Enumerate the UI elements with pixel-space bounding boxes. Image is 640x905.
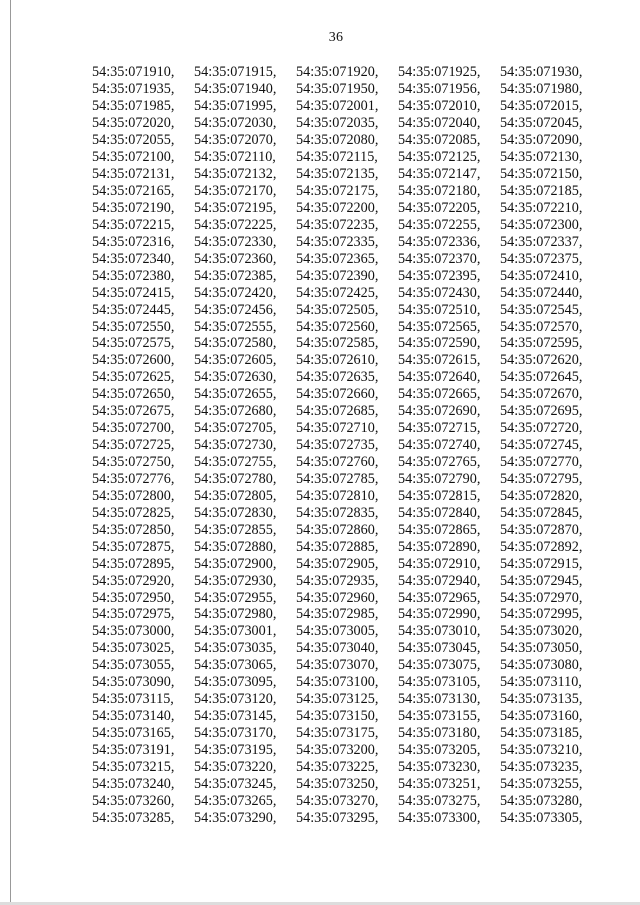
cadastral-number: 54:35:073205, bbox=[398, 741, 481, 758]
cadastral-number: 54:35:073001, bbox=[194, 623, 277, 640]
list-row bbox=[92, 420, 602, 437]
cadastral-number: 54:35:071940, bbox=[194, 81, 277, 98]
cadastral-number: 54:35:072610, bbox=[296, 352, 379, 369]
cadastral-number: 54:35:072300, bbox=[500, 216, 583, 233]
cadastral-number: 54:35:072725, bbox=[92, 437, 175, 454]
cadastral-number: 54:35:073185, bbox=[500, 725, 583, 742]
cadastral-number: 54:35:071950, bbox=[296, 81, 379, 98]
cadastral-number: 54:35:072770, bbox=[500, 454, 583, 471]
cadastral-number: 54:35:072950, bbox=[92, 589, 175, 606]
cadastral-number: 54:35:072390, bbox=[296, 267, 379, 284]
cadastral-number: 54:35:072885, bbox=[296, 538, 379, 555]
cadastral-number: 54:35:072430, bbox=[398, 284, 481, 301]
cadastral-number: 54:35:071935, bbox=[92, 81, 175, 98]
cadastral-number: 54:35:073065, bbox=[194, 657, 277, 674]
cadastral-number: 54:35:072776, bbox=[92, 470, 175, 487]
cadastral-number: 54:35:072655, bbox=[194, 386, 277, 403]
cadastral-number: 54:35:073145, bbox=[194, 708, 277, 725]
cadastral-number: 54:35:072730, bbox=[194, 437, 277, 454]
cadastral-number: 54:35:073165, bbox=[92, 725, 175, 742]
cadastral-number: 54:35:073300, bbox=[398, 809, 481, 826]
cadastral-number: 54:35:072910, bbox=[398, 555, 481, 572]
cadastral-number: 54:35:072920, bbox=[92, 572, 175, 589]
cadastral-number: 54:35:073255, bbox=[500, 775, 583, 792]
cadastral-number: 54:35:072030, bbox=[194, 115, 277, 132]
cadastral-number: 54:35:072550, bbox=[92, 318, 175, 335]
list-row bbox=[92, 742, 602, 759]
list-row bbox=[92, 454, 602, 471]
cadastral-number: 54:35:073230, bbox=[398, 758, 481, 775]
cadastral-number: 54:35:073095, bbox=[194, 674, 277, 691]
cadastral-number: 54:35:072115, bbox=[296, 149, 378, 166]
cadastral-number: 54:35:072335, bbox=[296, 233, 379, 250]
cadastral-number: 54:35:072835, bbox=[296, 504, 379, 521]
list-row bbox=[92, 555, 602, 572]
cadastral-number: 54:35:072795, bbox=[500, 470, 583, 487]
cadastral-number: 54:35:072130, bbox=[500, 149, 583, 166]
list-row bbox=[92, 674, 602, 691]
list-row bbox=[92, 521, 602, 538]
list-row bbox=[92, 386, 602, 403]
cadastral-number: 54:35:073215, bbox=[92, 758, 175, 775]
cadastral-number: 54:35:072940, bbox=[398, 572, 481, 589]
cadastral-number: 54:35:073180, bbox=[398, 725, 481, 742]
cadastral-number: 54:35:072820, bbox=[500, 487, 583, 504]
cadastral-number: 54:35:072200, bbox=[296, 199, 379, 216]
cadastral-number: 54:35:072100, bbox=[92, 149, 175, 166]
cadastral-number: 54:35:072715, bbox=[398, 420, 481, 437]
list-row bbox=[92, 640, 602, 657]
cadastral-number: 54:35:072890, bbox=[398, 538, 481, 555]
cadastral-number: 54:35:072210, bbox=[500, 199, 583, 216]
cadastral-number: 54:35:071910, bbox=[92, 64, 175, 81]
cadastral-number: 54:35:072330, bbox=[194, 233, 277, 250]
cadastral-number: 54:35:072170, bbox=[194, 183, 277, 200]
cadastral-number: 54:35:072150, bbox=[500, 166, 583, 183]
cadastral-number: 54:35:072975, bbox=[92, 606, 175, 623]
cadastral-number: 54:35:073290, bbox=[194, 809, 277, 826]
cadastral-number: 54:35:072045, bbox=[500, 115, 583, 132]
cadastral-number: 54:35:072195, bbox=[194, 199, 277, 216]
cadastral-number: 54:35:072880, bbox=[194, 538, 277, 555]
cadastral-number: 54:35:071995, bbox=[194, 98, 277, 115]
cadastral-number: 54:35:073110, bbox=[500, 674, 582, 691]
cadastral-number: 54:35:072680, bbox=[194, 403, 277, 420]
cadastral-number: 54:35:072850, bbox=[92, 521, 175, 538]
cadastral-number: 54:35:072720, bbox=[500, 420, 583, 437]
list-row bbox=[92, 504, 602, 521]
cadastral-number: 54:35:072040, bbox=[398, 115, 481, 132]
cadastral-number: 54:35:072840, bbox=[398, 504, 481, 521]
cadastral-number: 54:35:072565, bbox=[398, 318, 481, 335]
cadastral-number: 54:35:073225, bbox=[296, 758, 379, 775]
cadastral-number: 54:35:072650, bbox=[92, 386, 175, 403]
cadastral-number: 54:35:072915, bbox=[500, 555, 583, 572]
cadastral-number: 54:35:073125, bbox=[296, 691, 379, 708]
cadastral-number: 54:35:073040, bbox=[296, 640, 379, 657]
cadastral-number: 54:35:072620, bbox=[500, 352, 583, 369]
list-row bbox=[92, 487, 602, 504]
list-row bbox=[92, 149, 602, 166]
list-row bbox=[92, 809, 602, 826]
cadastral-number: 54:35:073055, bbox=[92, 657, 175, 674]
cadastral-number: 54:35:073160, bbox=[500, 708, 583, 725]
cadastral-number: 54:35:073235, bbox=[500, 758, 583, 775]
cadastral-number: 54:35:073240, bbox=[92, 775, 175, 792]
list-row bbox=[92, 572, 602, 589]
cadastral-number: 54:35:072316, bbox=[92, 233, 175, 250]
cadastral-number: 54:35:072085, bbox=[398, 132, 481, 149]
cadastral-number: 54:35:072420, bbox=[194, 284, 277, 301]
cadastral-number: 54:35:072590, bbox=[398, 335, 481, 352]
cadastral-number: 54:35:073045, bbox=[398, 640, 481, 657]
list-row bbox=[92, 369, 602, 386]
cadastral-number: 54:35:073150, bbox=[296, 708, 379, 725]
cadastral-number: 54:35:072225, bbox=[194, 216, 277, 233]
cadastral-number: 54:35:072510, bbox=[398, 301, 481, 318]
cadastral-number: 54:35:072255, bbox=[398, 216, 481, 233]
cadastral-number: 54:35:073070, bbox=[296, 657, 379, 674]
cadastral-number: 54:35:073010, bbox=[398, 623, 481, 640]
cadastral-number: 54:35:072180, bbox=[398, 183, 481, 200]
cadastral-number: 54:35:072456, bbox=[194, 301, 277, 318]
cadastral-number: 54:35:072965, bbox=[398, 589, 481, 606]
list-row bbox=[92, 708, 602, 725]
cadastral-number: 54:35:071915, bbox=[194, 64, 277, 81]
cadastral-number: 54:35:072945, bbox=[500, 572, 583, 589]
list-row bbox=[92, 200, 602, 217]
cadastral-number: 54:35:073195, bbox=[194, 741, 277, 758]
cadastral-number: 54:35:072131, bbox=[92, 166, 175, 183]
cadastral-number: 54:35:073305, bbox=[500, 809, 583, 826]
cadastral-number: 54:35:073025, bbox=[92, 640, 175, 657]
cadastral-number: 54:35:072630, bbox=[194, 369, 277, 386]
list-row bbox=[92, 403, 602, 420]
cadastral-number: 54:35:072665, bbox=[398, 386, 481, 403]
list-row bbox=[92, 691, 602, 708]
cadastral-number: 54:35:072660, bbox=[296, 386, 379, 403]
cadastral-number: 54:35:072780, bbox=[194, 470, 277, 487]
cadastral-number: 54:35:072001, bbox=[296, 98, 379, 115]
cadastral-number: 54:35:072892, bbox=[500, 538, 583, 555]
cadastral-number: 54:35:072845, bbox=[500, 504, 583, 521]
cadastral-number: 54:35:073285, bbox=[92, 809, 175, 826]
list-row bbox=[92, 81, 602, 98]
cadastral-number: 54:35:072800, bbox=[92, 487, 175, 504]
list-row bbox=[92, 606, 602, 623]
cadastral-number: 54:35:073191, bbox=[92, 741, 175, 758]
cadastral-number: 54:35:072370, bbox=[398, 250, 481, 267]
list-row bbox=[92, 318, 602, 335]
list-row bbox=[92, 132, 602, 149]
cadastral-number: 54:35:072070, bbox=[194, 132, 277, 149]
cadastral-number: 54:35:073170, bbox=[194, 725, 277, 742]
cadastral-number: 54:35:072205, bbox=[398, 199, 481, 216]
cadastral-number: 54:35:071956, bbox=[398, 81, 481, 98]
cadastral-number: 54:35:072870, bbox=[500, 521, 583, 538]
cadastral-number: 54:35:073020, bbox=[500, 623, 583, 640]
cadastral-number: 54:35:072670, bbox=[500, 386, 583, 403]
cadastral-number: 54:35:072035, bbox=[296, 115, 379, 132]
cadastral-number: 54:35:072395, bbox=[398, 267, 481, 284]
cadastral-number: 54:35:072235, bbox=[296, 216, 379, 233]
cadastral-number: 54:35:072015, bbox=[500, 98, 583, 115]
cadastral-number: 54:35:072760, bbox=[296, 454, 379, 471]
cadastral-number: 54:35:072785, bbox=[296, 470, 379, 487]
list-row bbox=[92, 98, 602, 115]
cadastral-number: 54:35:072990, bbox=[398, 606, 481, 623]
cadastral-number: 54:35:072995, bbox=[500, 606, 583, 623]
list-row bbox=[92, 183, 602, 200]
cadastral-number: 54:35:072580, bbox=[194, 335, 277, 352]
cadastral-number: 54:35:072185, bbox=[500, 183, 583, 200]
list-row bbox=[92, 216, 602, 233]
list-row bbox=[92, 589, 602, 606]
cadastral-number: 54:35:072985, bbox=[296, 606, 379, 623]
cadastral-number: 54:35:072340, bbox=[92, 250, 175, 267]
cadastral-number: 54:35:072190, bbox=[92, 199, 175, 216]
cadastral-number: 54:35:072860, bbox=[296, 521, 379, 538]
cadastral-number: 54:35:072055, bbox=[92, 132, 175, 149]
cadastral-number: 54:35:073105, bbox=[398, 674, 481, 691]
cadastral-number: 54:35:072215, bbox=[92, 216, 175, 233]
cadastral-number: 54:35:073100, bbox=[296, 674, 379, 691]
cadastral-number: 54:35:072337, bbox=[500, 233, 583, 250]
list-row bbox=[92, 233, 602, 250]
list-row bbox=[92, 301, 602, 318]
cadastral-number: 54:35:073251, bbox=[398, 775, 481, 792]
cadastral-number: 54:35:072560, bbox=[296, 318, 379, 335]
list-row bbox=[92, 437, 602, 454]
cadastral-number: 54:35:072360, bbox=[194, 250, 277, 267]
cadastral-number: 54:35:072505, bbox=[296, 301, 379, 318]
list-row bbox=[92, 792, 602, 809]
cadastral-number: 54:35:072545, bbox=[500, 301, 583, 318]
list-row bbox=[92, 725, 602, 742]
list-row bbox=[92, 538, 602, 555]
cadastral-number: 54:35:072675, bbox=[92, 403, 175, 420]
cadastral-number: 54:35:073220, bbox=[194, 758, 277, 775]
cadastral-number: 54:35:072970, bbox=[500, 589, 583, 606]
cadastral-number: 54:35:073260, bbox=[92, 792, 175, 809]
cadastral-number-list bbox=[92, 64, 602, 826]
cadastral-number: 54:35:072900, bbox=[194, 555, 277, 572]
cadastral-number: 54:35:072625, bbox=[92, 369, 175, 386]
list-row bbox=[92, 471, 602, 488]
cadastral-number: 54:35:073295, bbox=[296, 809, 379, 826]
cadastral-number: 54:35:072175, bbox=[296, 183, 379, 200]
cadastral-number: 54:35:072385, bbox=[194, 267, 277, 284]
cadastral-number: 54:35:072010, bbox=[398, 98, 481, 115]
cadastral-number: 54:35:072135, bbox=[296, 166, 379, 183]
cadastral-number: 54:35:071930, bbox=[500, 64, 583, 81]
cadastral-number: 54:35:073090, bbox=[92, 674, 175, 691]
cadastral-number: 54:35:072605, bbox=[194, 352, 277, 369]
cadastral-number: 54:35:072865, bbox=[398, 521, 481, 538]
list-row bbox=[92, 623, 602, 640]
cadastral-number: 54:35:072700, bbox=[92, 420, 175, 437]
cadastral-number: 54:35:073130, bbox=[398, 691, 481, 708]
cadastral-number: 54:35:071920, bbox=[296, 64, 379, 81]
cadastral-number: 54:35:072110, bbox=[194, 149, 276, 166]
cadastral-number: 54:35:073275, bbox=[398, 792, 481, 809]
cadastral-number: 54:35:072830, bbox=[194, 504, 277, 521]
cadastral-number: 54:35:073115, bbox=[92, 691, 174, 708]
cadastral-number: 54:35:072615, bbox=[398, 352, 481, 369]
cadastral-number: 54:35:072415, bbox=[92, 284, 175, 301]
cadastral-number: 54:35:072020, bbox=[92, 115, 175, 132]
cadastral-number: 54:35:071985, bbox=[92, 98, 175, 115]
cadastral-number: 54:35:072600, bbox=[92, 352, 175, 369]
list-row bbox=[92, 775, 602, 792]
cadastral-number: 54:35:073005, bbox=[296, 623, 379, 640]
cadastral-number: 54:35:072365, bbox=[296, 250, 379, 267]
cadastral-number: 54:35:072895, bbox=[92, 555, 175, 572]
cadastral-number: 54:35:072595, bbox=[500, 335, 583, 352]
cadastral-number: 54:35:073000, bbox=[92, 623, 175, 640]
list-row bbox=[92, 250, 602, 267]
cadastral-number: 54:35:072147, bbox=[398, 166, 481, 183]
list-row bbox=[92, 284, 602, 301]
cadastral-number: 54:35:072740, bbox=[398, 437, 481, 454]
list-row bbox=[92, 335, 602, 352]
cadastral-number: 54:35:072755, bbox=[194, 454, 277, 471]
cadastral-number: 54:35:072710, bbox=[296, 420, 379, 437]
list-row bbox=[92, 352, 602, 369]
cadastral-number: 54:35:072980, bbox=[194, 606, 277, 623]
cadastral-number: 54:35:072375, bbox=[500, 250, 583, 267]
cadastral-number: 54:35:072735, bbox=[296, 437, 379, 454]
page-number: 36 bbox=[328, 30, 344, 45]
cadastral-number: 54:35:072575, bbox=[92, 335, 175, 352]
cadastral-number: 54:35:072825, bbox=[92, 504, 175, 521]
cadastral-number: 54:35:072440, bbox=[500, 284, 583, 301]
cadastral-number: 54:35:072765, bbox=[398, 454, 481, 471]
cadastral-number: 54:35:072132, bbox=[194, 166, 277, 183]
cadastral-number: 54:35:072380, bbox=[92, 267, 175, 284]
cadastral-number: 54:35:073265, bbox=[194, 792, 277, 809]
cadastral-number: 54:35:073140, bbox=[92, 708, 175, 725]
list-row bbox=[92, 267, 602, 284]
list-row bbox=[92, 166, 602, 183]
cadastral-number: 54:35:073280, bbox=[500, 792, 583, 809]
cadastral-number: 54:35:072905, bbox=[296, 555, 379, 572]
cadastral-number: 54:35:072790, bbox=[398, 470, 481, 487]
cadastral-number: 54:35:072930, bbox=[194, 572, 277, 589]
cadastral-number: 54:35:072685, bbox=[296, 403, 379, 420]
list-row bbox=[92, 758, 602, 775]
cadastral-number: 54:35:072425, bbox=[296, 284, 379, 301]
cadastral-number: 54:35:071925, bbox=[398, 64, 481, 81]
cadastral-number: 54:35:072165, bbox=[92, 183, 175, 200]
cadastral-number: 54:35:073135, bbox=[500, 691, 583, 708]
list-row bbox=[92, 64, 602, 81]
cadastral-number: 54:35:073210, bbox=[500, 741, 583, 758]
cadastral-number: 54:35:073080, bbox=[500, 657, 583, 674]
cadastral-number: 54:35:072855, bbox=[194, 521, 277, 538]
cadastral-number: 54:35:072955, bbox=[194, 589, 277, 606]
list-row bbox=[92, 115, 602, 132]
cadastral-number: 54:35:072125, bbox=[398, 149, 481, 166]
cadastral-number: 54:35:073270, bbox=[296, 792, 379, 809]
cadastral-number: 54:35:073075, bbox=[398, 657, 481, 674]
cadastral-number: 54:35:073035, bbox=[194, 640, 277, 657]
cadastral-number: 54:35:072815, bbox=[398, 487, 481, 504]
cadastral-number: 54:35:072645, bbox=[500, 369, 583, 386]
cadastral-number: 54:35:072585, bbox=[296, 335, 379, 352]
page-margin-line bbox=[10, 0, 11, 905]
cadastral-number: 54:35:072555, bbox=[194, 318, 277, 335]
cadastral-number: 54:35:073200, bbox=[296, 741, 379, 758]
cadastral-number: 54:35:072336, bbox=[398, 233, 481, 250]
cadastral-number: 54:35:072090, bbox=[500, 132, 583, 149]
cadastral-number: 54:35:073175, bbox=[296, 725, 379, 742]
cadastral-number: 54:35:071980, bbox=[500, 81, 583, 98]
list-row bbox=[92, 657, 602, 674]
cadastral-number: 54:35:072705, bbox=[194, 420, 277, 437]
cadastral-number: 54:35:072810, bbox=[296, 487, 379, 504]
cadastral-number: 54:35:072080, bbox=[296, 132, 379, 149]
cadastral-number: 54:35:072570, bbox=[500, 318, 583, 335]
cadastral-number: 54:35:072695, bbox=[500, 403, 583, 420]
cadastral-number: 54:35:072875, bbox=[92, 538, 175, 555]
cadastral-number: 54:35:072745, bbox=[500, 437, 583, 454]
cadastral-number: 54:35:072805, bbox=[194, 487, 277, 504]
cadastral-number: 54:35:072750, bbox=[92, 454, 175, 471]
cadastral-number: 54:35:073250, bbox=[296, 775, 379, 792]
cadastral-number: 54:35:072935, bbox=[296, 572, 379, 589]
cadastral-number: 54:35:072690, bbox=[398, 403, 481, 420]
cadastral-number: 54:35:072445, bbox=[92, 301, 175, 318]
cadastral-number: 54:35:072635, bbox=[296, 369, 379, 386]
cadastral-number: 54:35:072960, bbox=[296, 589, 379, 606]
cadastral-number: 54:35:072640, bbox=[398, 369, 481, 386]
cadastral-number: 54:35:073120, bbox=[194, 691, 277, 708]
cadastral-number: 54:35:073155, bbox=[398, 708, 481, 725]
cadastral-number: 54:35:072410, bbox=[500, 267, 583, 284]
cadastral-number: 54:35:073245, bbox=[194, 775, 277, 792]
cadastral-number: 54:35:073050, bbox=[500, 640, 583, 657]
